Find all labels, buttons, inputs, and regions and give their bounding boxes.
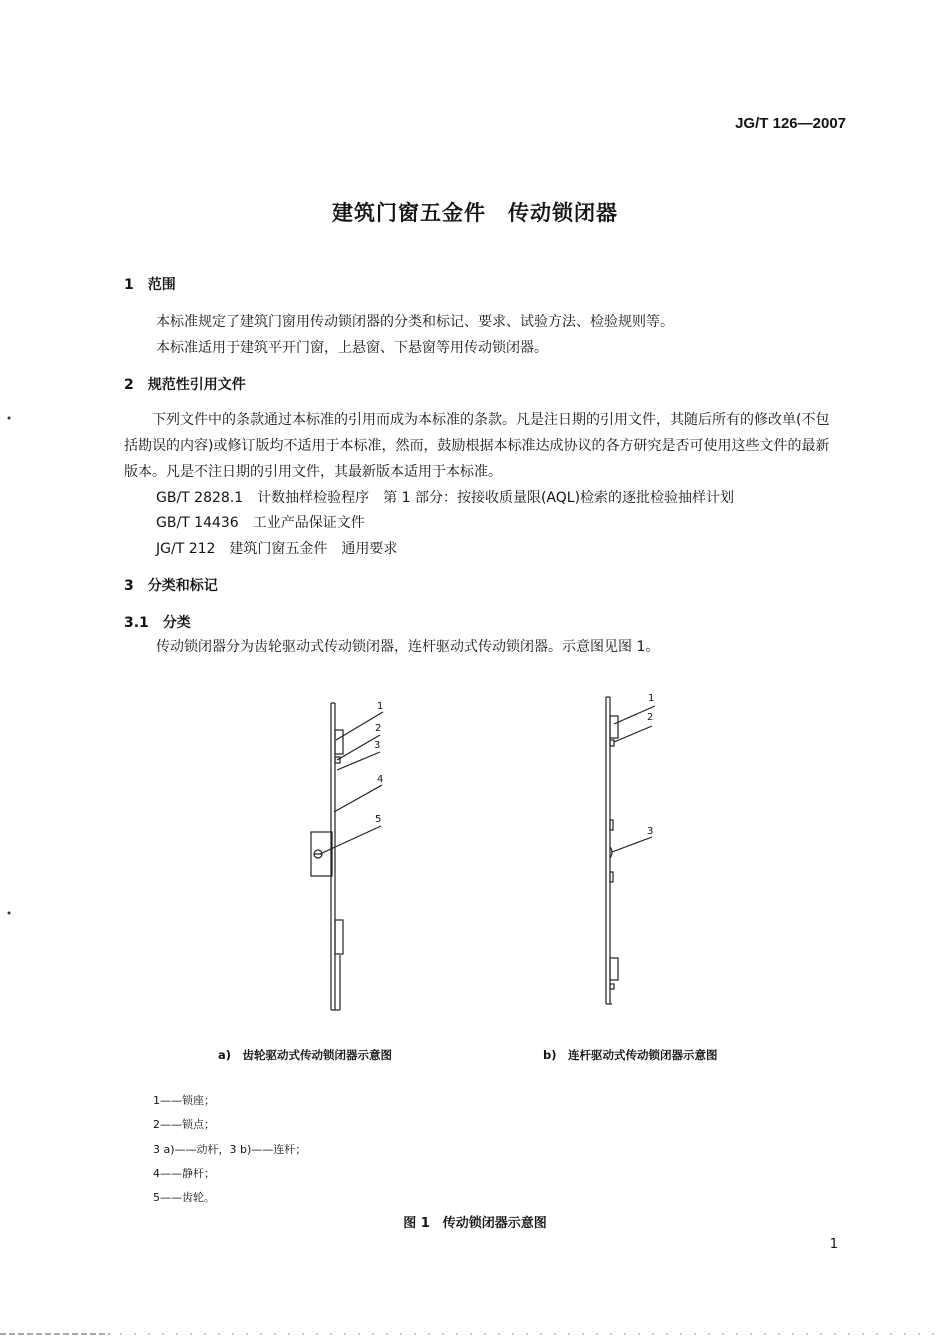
figure-b-label: 3 [647,826,654,837]
section-1-para-2: 本标准适用于建筑平开门窗，上悬窗、下悬窗等用传动锁闭器。 [156,340,548,356]
figure-a-label: 5 [375,814,382,825]
figure-a-label: 4 [377,774,384,785]
page-title: 建筑门窗五金件 传动锁闭器 [332,201,618,225]
figure-a-label: 2 [375,723,382,734]
reference-item: GB/T 2828.1 计数抽样检验程序 第 1 部分：按接收质量限(AQL)检索的逐批检验抽样计划 [156,490,735,506]
legend-item: 4——静杆； [153,1167,215,1180]
legend-item: 2——锁点； [153,1118,215,1131]
figure-b-label: 1 [648,693,655,704]
standard-code: JG/T 126—2007 [735,115,846,132]
page-number: 1 [829,1237,838,1252]
legend-item: 1——锁座； [153,1094,215,1107]
reference-item: JG/T 212 建筑门窗五金件 通用要求 [156,541,398,557]
reference-item: GB/T 14436 工业产品保证文件 [156,515,365,531]
section-3-1-heading: 3.1 分类 [124,615,191,631]
section-2-intro: 下列文件中的条款通过本标准的引用而成为本标准的条款。凡是注日期的引用文件，其随后所有的修改单(不包括勘误的内容)或修订版均不适用于本标准，然而，鼓励根据本标准达成协议的各方研究是否可使用这些文件的最新版本。凡是不注日期的引用文件，其最新版本适用于本标准。 [124,412,830,480]
section-1-para-1: 本标准规定了建筑门窗用传动锁闭器的分类和标记、要求、试验方法、检验规则等。 [156,314,674,330]
legend-item: 3 a)——动杆，3 b)——连杆； [153,1143,307,1156]
section-1-heading: 1 范围 [124,277,176,293]
figure-a-caption: a) 齿轮驱动式传动锁闭器示意图 [218,1048,393,1062]
legend-item: 5——齿轮。 [153,1191,215,1204]
figure-title: 图 1 传动锁闭器示意图 [403,1216,547,1231]
section-3-heading: 3 分类和标记 [124,578,218,594]
section-3-1-text: 传动锁闭器分为齿轮驱动式传动锁闭器，连杆驱动式传动锁闭器。示意图见图 1。 [156,639,660,655]
figure-a-label: 3 [374,740,381,751]
figure-b-label: 2 [647,712,654,723]
scan-marks [0,417,940,1335]
figure-a-lock-mechanism [311,703,383,1010]
section-2-heading: 2 规范性引用文件 [124,377,246,393]
figure-b-lock-mechanism [606,697,655,1004]
figure-b-caption: b) 连杆驱动式传动锁闭器示意图 [543,1048,718,1062]
figure-a-label: 1 [377,701,384,712]
